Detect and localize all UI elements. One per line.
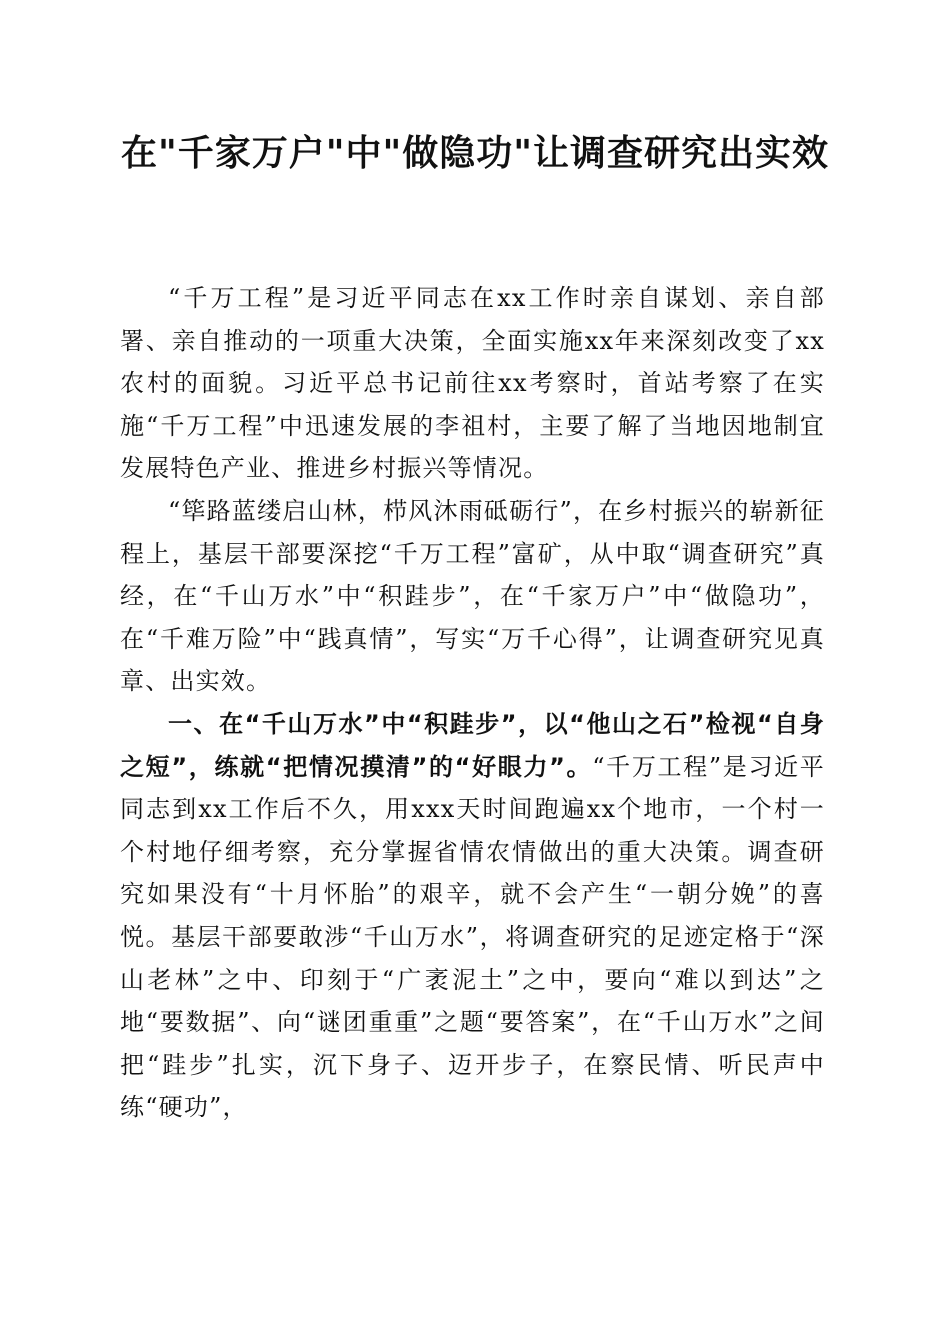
section-1-text: “千万工程”是习近平同志到xx工作后不久，用xxx天时间跑遍xx个地市，一个村一个村地仔细考察，充分掌握省情农情做出的重大决策。调查研究如果没有“十月怀胎”的艰辛，就不会产生“一朝分娩”的喜悦。基层干部要敢涉“千山万水”，将调查研究的足迹定格于“深山老林”之中、印刻于“广袤泥土”之中，要向“难以到达”之地“要数据”、向“谜团重重”之题“要答案”，在“千山万水”之间把“跬步”扎实，沉下身子、迈开步子，在察民情、听民声中练“硬功”， xyxy=(120,752,825,1122)
section-1-heading: 一、在“千山万水”中“积跬步”，以“他山之石”检视“自身之短”，练就“把情况摸清”的“好眼力”。 xyxy=(120,709,825,781)
document-body xyxy=(120,277,825,1129)
paragraph-intro: “千万工程”是习近平同志在xx工作时亲自谋划、亲自部署、亲自推动的一项重大决策，全面实施xx年来深刻改变了xx农村的面貌。习近平总书记前往xx考察时，首站考察了在实施“千万工程”中迅速发展的李祖村，主要了解了当地因地制宜发展特色产业、推进乡村振兴等情况。 xyxy=(120,284,825,483)
paragraph-overview: “筚路蓝缕启山林，栉风沐雨砥砺行”，在乡村振兴的崭新征程上，基层干部要深挖“千万工程”富矿，从中取“调查研究”真经，在“千山万水”中“积跬步”，在“千家万户”中“做隐功”，在“千难万险”中“践真情”，写实“万千心得”，让调查研究见真章、出实效。 xyxy=(120,496,825,696)
document-title: 在"千家万户"中"做隐功"让调查研究出实效 xyxy=(120,133,830,174)
paragraph-section-1 xyxy=(120,703,825,1129)
